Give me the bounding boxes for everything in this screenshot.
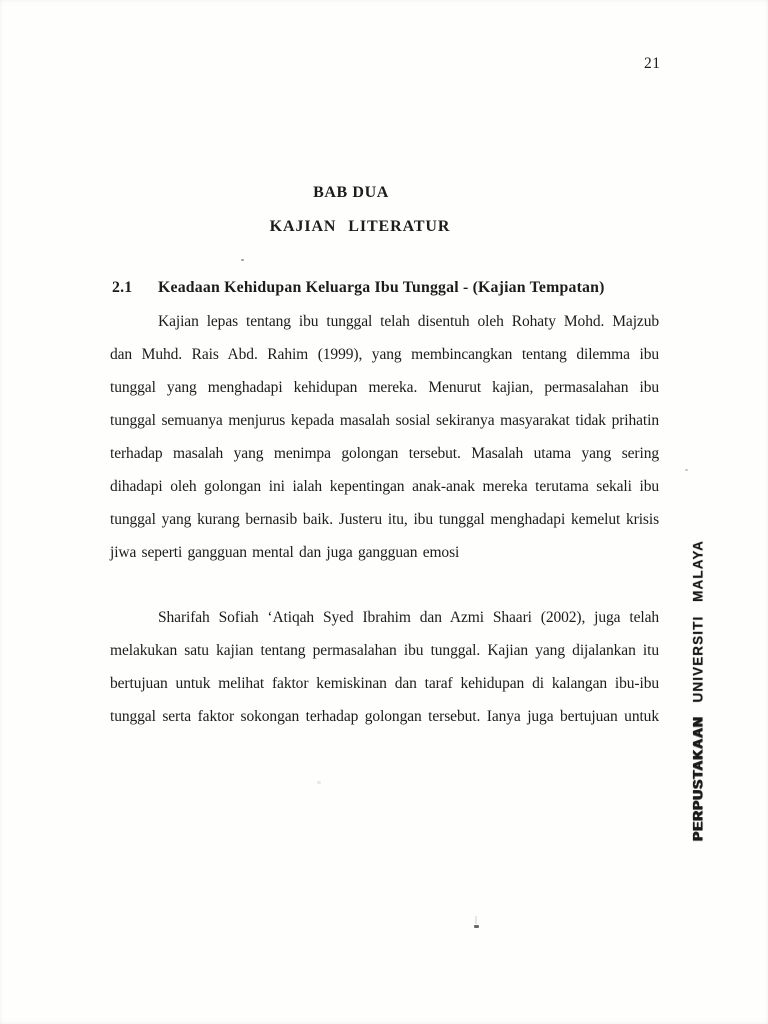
scan-speck	[474, 925, 479, 928]
stamp-word-perpustakaan: PERPUSTAKAAN	[690, 716, 706, 842]
section-number: 2.1	[112, 279, 133, 296]
library-stamp	[691, 531, 706, 841]
paragraph-1: Kajian lepas tentang ibu tunggal telah disentuh oleh Rohaty Mohd. Majzub dan Muhd. Rais Abd. Rahim (1999), yang membincangkan tentang dilemma ibu tunggal yang menghadapi kehidupan mereka. Menurut kajian, permasalahan ibu tunggal semuanya menjurus kepada masalah sosial sekiranya masyarakat tidak prihatin terhadap masalah yang menimpa golongan tersebut. Masalah utama yang sering dihadapi oleh golongan ini ialah kepentingan anak-anak mereka terutama sekali ibu tunggal yang kurang bernasib baik. Justeru itu, ibu tunggal menghadapi kemelut krisis jiwa seperti gangguan mental dan juga gangguan emosi	[110, 313, 659, 561]
scan-speck	[241, 259, 244, 261]
scan-speck	[317, 781, 321, 784]
stamp-word-malaya: MALAYA	[690, 539, 706, 602]
chapter-subtitle: KAJIAN LITERATUR	[269, 218, 451, 235]
stamp-word-universiti: UNIVERSITI	[690, 615, 706, 703]
section-heading	[112, 279, 605, 297]
paragraph-2: Sharifah Sofiah ‘Atiqah Syed Ibrahim dan Azmi Shaari (2002), juga telah melakukan satu kajian tentang permasalahan ibu tunggal. Kajian yang dijalankan itu bertujuan untuk melihat faktor kemiskinan dan taraf kehidupan di kalangan ibu-ibu tunggal serta faktor sokongan terhadap golongan tersebut. Ianya juga bertujuan untuk	[110, 609, 659, 725]
chapter-title: BAB DUA	[313, 184, 389, 201]
scan-speck	[685, 469, 688, 471]
section-title: Keadaan Kehidupan Keluarga Ibu Tunggal - (Kajian Tempatan)	[158, 279, 605, 296]
page-number: 21	[644, 55, 661, 72]
